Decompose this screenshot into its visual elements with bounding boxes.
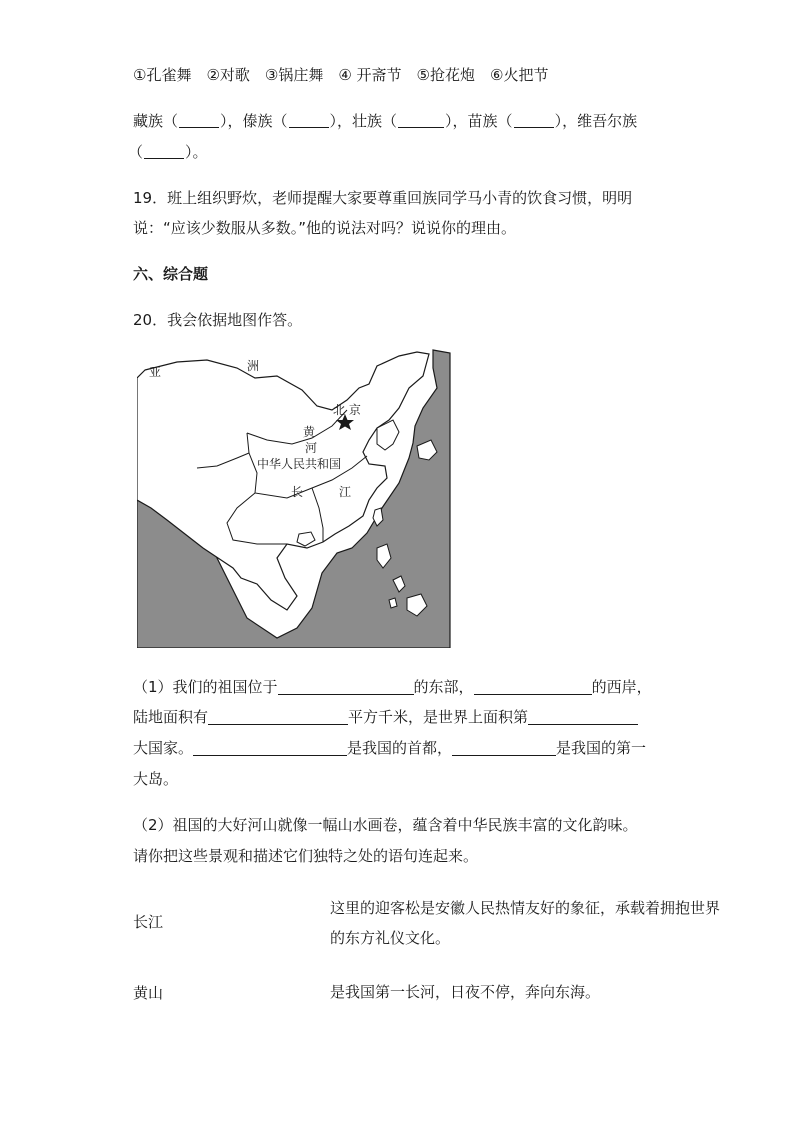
question-20-title: [133, 310, 302, 330]
capital-blank[interactable]: [193, 739, 347, 756]
q20-1-text-e: 平方千米，是世界上面积第: [348, 708, 529, 726]
map-label-he: 河: [305, 441, 318, 455]
uyghur-close: ）。: [185, 143, 208, 161]
question-20-2-line2: [133, 846, 478, 866]
question-19-line1: [133, 188, 632, 208]
uyghur-blank[interactable]: [144, 144, 184, 159]
miao-blank[interactable]: [514, 113, 554, 128]
festival-options-text: ①孔雀舞 ②对歌 ③锅庄舞 ④ 开斋节 ⑤抢花炮 ⑥火把节: [133, 66, 549, 84]
tibetan-blank[interactable]: [179, 113, 219, 128]
island-blank[interactable]: [452, 739, 556, 756]
festival-options: [133, 65, 548, 85]
question-20-1-line1: [133, 677, 652, 697]
map-label-chang: 长: [291, 485, 304, 499]
uyghur-label: ），维吾尔族: [554, 112, 638, 130]
rank-blank[interactable]: [528, 708, 638, 725]
uyghur-open: （: [128, 143, 144, 161]
q20-1-text-i: 大岛。: [133, 770, 179, 788]
ethnic-fill-line-2: [128, 142, 208, 162]
continent-blank[interactable]: [278, 678, 414, 695]
dai-label: ），傣族（: [220, 112, 288, 130]
q20-1-text-g: 是我国的首都，: [347, 739, 453, 757]
match-left-huangshan-text: 黄山: [133, 984, 164, 1002]
q20-1-text-b: 的东部，: [413, 678, 474, 696]
map-label-zhou: 洲: [247, 359, 260, 373]
zhuang-label: ），壮族（: [329, 112, 398, 130]
map-label-beijing: 北 京: [333, 403, 361, 417]
map-label-huang: 黄: [303, 425, 316, 439]
zhuang-blank[interactable]: [398, 113, 444, 128]
question-19-line2: [133, 218, 516, 238]
ethnic-fill-line: [133, 111, 637, 131]
dai-blank[interactable]: [289, 113, 329, 128]
match-right-yingkesong-text: 这里的迎客松是安徽人民热情友好的象征，承载着拥抱世界的东方礼仪文化。: [330, 899, 721, 947]
map-label-jiang: 江: [339, 485, 352, 499]
q20-2-text2: 请你把这些景观和描述它们独特之处的语句连起来。: [133, 847, 479, 865]
question-19-text2: 说：“应该少数服从多数。”他的说法对吗？说说你的理由。: [133, 219, 517, 237]
match-left-changjiang-text: 长江: [133, 913, 164, 931]
tibetan-label: 藏族（: [133, 112, 179, 130]
q20-2-text1: （2）祖国的大好河山就像一幅山水画卷，蕴含着中华民族丰富的文化韵味。: [133, 816, 638, 834]
china-map: [137, 348, 451, 648]
match-right-longest-river-text: 是我国第一长河，日夜不停，奔向东海。: [330, 983, 601, 1001]
question-20-1-line3: [133, 738, 646, 758]
q20-1-text-d: 陆地面积有: [133, 708, 209, 726]
question-20-title-text: 20．我会依据地图作答。: [133, 311, 303, 329]
question-20-2-line1: [133, 815, 638, 835]
section-6-title-text: 六、综合题: [133, 265, 209, 283]
map-label-country: 中华人民共和国: [257, 457, 342, 471]
section-6-title: [133, 264, 208, 284]
match-right-yingkesong[interactable]: [330, 893, 730, 953]
q20-1-text-f: 大国家。: [133, 739, 194, 757]
ocean-blank[interactable]: [474, 678, 592, 695]
question-19-text1: 19．班上组织野炊，老师提醒大家要尊重回族同学马小青的饮食习惯，明明: [133, 189, 633, 207]
match-left-huangshan[interactable]: [133, 982, 163, 1003]
area-blank[interactable]: [208, 708, 348, 725]
miao-label: ），苗族（: [445, 112, 513, 130]
question-20-1-line4: [133, 769, 178, 789]
philippines-island-4: [389, 598, 397, 608]
question-20-1-line2: [133, 707, 638, 727]
map-label-ya: 亚: [149, 365, 162, 379]
match-right-longest-river[interactable]: [330, 977, 730, 1007]
q20-1-text-a: （1）我们的祖国位于: [133, 678, 278, 696]
match-left-changjiang[interactable]: [133, 911, 163, 932]
q20-1-text-c: 的西岸，: [591, 678, 652, 696]
q20-1-text-h: 是我国的第一: [556, 739, 647, 757]
